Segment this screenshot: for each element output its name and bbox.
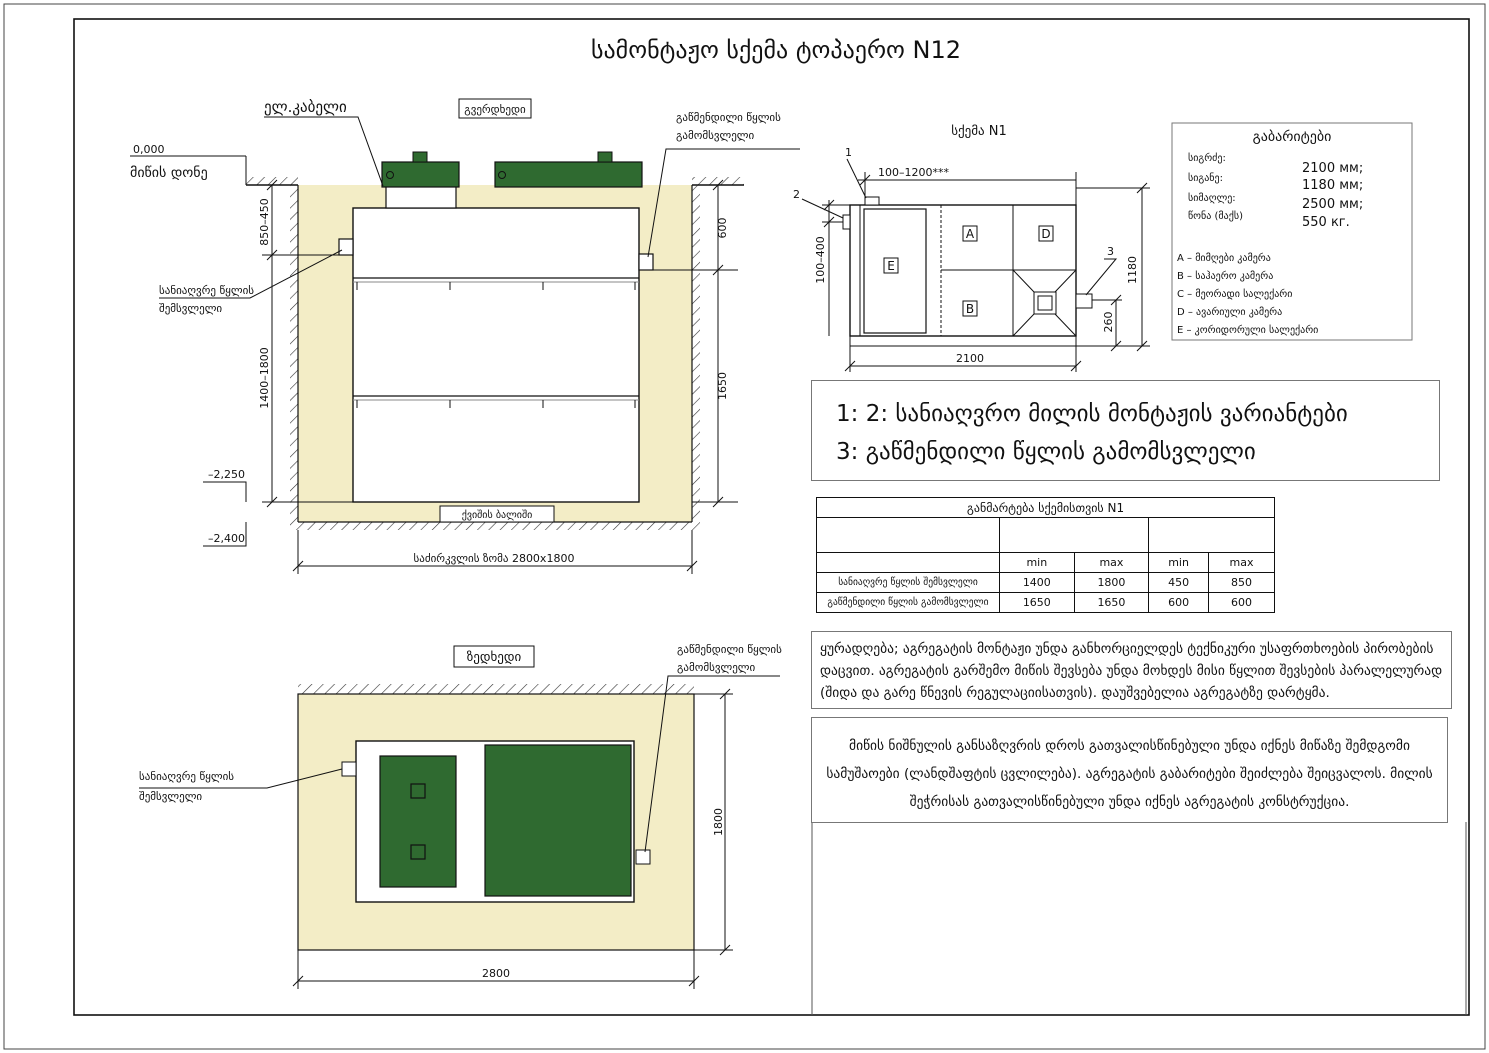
- warning-note: ყურადღება; აგრეგატის მონტაჟი უნდა განხორციელდეს ტექნიკური უსაფრთხოების პირობების დაცვით. აგრეგატის გარშემო მიწის შევსება უნდა მოხდეს მისი წყლით შევსების პარალელურად (შიდა და გარე წნევის რეგულაციისათვის). დაუშვებელია აგრეგატზე დარტყმა.: [811, 631, 1452, 709]
- inlet-label-2: შემსვლელი: [159, 302, 223, 315]
- scheme-pipe-2: [843, 215, 850, 229]
- top-view-label: ზედხედი: [466, 650, 522, 665]
- subheader-min-1: min: [1000, 553, 1075, 573]
- pit-wall-left: [290, 185, 298, 522]
- lid-right: [495, 162, 642, 187]
- scheme-n1-num: 1: [845, 146, 852, 159]
- legend-table: [816, 497, 1275, 613]
- top-dim-depth: 1800: [712, 808, 725, 836]
- dimensions-box: [1172, 123, 1412, 340]
- dim-inlet: 850–450: [258, 198, 271, 246]
- dim-row-width-label: სიგანე:: [1188, 173, 1223, 184]
- top-outlet-pipe: [636, 850, 650, 864]
- pit-wall-right: [692, 185, 700, 522]
- scheme-dim-top: 100–1200***: [878, 166, 949, 179]
- subheader-max-1: max: [1074, 553, 1149, 573]
- dim-row-width-value: 1180 мм;: [1302, 178, 1364, 193]
- dim-outlet-depth: 1650: [716, 372, 729, 400]
- dim-inlet-depth: 1400–1800: [258, 347, 271, 409]
- cell-e: E: [887, 259, 895, 273]
- top-lid-left: [380, 756, 456, 887]
- dim-row-weight-value: 550 кг.: [1302, 215, 1350, 230]
- ground-level-label: მიწის დონე: [130, 165, 208, 181]
- cell-d: D: [1041, 227, 1051, 241]
- dim-row-weight-label: წონა (მაქს): [1188, 211, 1243, 222]
- legend-b: B – საჰაერო კამერა: [1177, 271, 1274, 282]
- table-row: [817, 593, 1275, 613]
- subheader-min-2: min: [1149, 553, 1209, 573]
- page-title: სამონტაჟო სქემა ტოპაერო N12: [590, 36, 962, 64]
- scheme-label: სქემა N1: [951, 124, 1007, 139]
- legend-c: C – მეორადი სალექარი: [1177, 289, 1293, 300]
- scheme-dim-left: 100–400: [814, 236, 827, 284]
- legend-a: A – მიმღები კამერა: [1177, 253, 1271, 264]
- scheme-n2-num: 2: [793, 188, 800, 201]
- cell: 600: [1208, 593, 1274, 613]
- scheme-pipe-1: [865, 197, 879, 205]
- dim-row-height-label: სიმაღლე:: [1188, 193, 1236, 204]
- cell: 600: [1149, 593, 1209, 613]
- tank-body: [353, 208, 639, 502]
- ground-zero-label: 0,000: [133, 143, 165, 156]
- inlet-label-1: სანიაღვრე წყლის: [159, 284, 255, 297]
- top-outlet-label-1: გაწმენდილი წყლის: [677, 643, 782, 656]
- ground-note: მიწის ნიშნულის განსაზღვრის დროს გათვალისწინებული უნდა იქნეს მიწაზე შემდგომი სამუშაოები (ლანდშაფტის ცვლილება). აგრეგატის გაბარიტები შეიძლება შეიცვალოს. მილის შეჭრისას გათვალისწინებული უნდა იქნეს აგრეგატის კონსტრუქცია.: [811, 717, 1448, 823]
- dim-outlet: 600: [716, 217, 729, 239]
- table-title: განმარტება სქემისთვის N1: [817, 498, 1275, 518]
- top-lid-right: [485, 745, 631, 896]
- cell: 1650: [1074, 593, 1149, 613]
- inlet-pipe: [339, 239, 353, 255]
- level-2: –2,400: [208, 532, 245, 545]
- scheme-dim-bottom: 2100: [956, 352, 984, 365]
- dim-row-height-value: 2500 мм;: [1302, 197, 1364, 212]
- cell: 850: [1208, 573, 1274, 593]
- cell-a: A: [965, 227, 975, 241]
- row-label: სანიაღვრე წყლის შემსვლელი: [817, 573, 1000, 593]
- outlet-label-2: გამომსვლელი: [676, 129, 755, 142]
- subheader-max-2: max: [1208, 553, 1274, 573]
- outlet-label-1: გაწმენდილი წყლის: [676, 111, 781, 124]
- scheme-dim-right: 1180: [1126, 256, 1139, 284]
- top-inlet-label-1: სანიაღვრე წყლის: [139, 770, 235, 783]
- top-dim-width: 2800: [482, 967, 510, 980]
- cable-label: ელ.კაბელი: [264, 98, 347, 116]
- scheme-pipe-3: [1076, 294, 1092, 308]
- ground-hatch-right: [692, 177, 744, 185]
- row-label: გაწმენდილი წყლის გამომსვლელი: [817, 593, 1000, 613]
- pit-bottom: [290, 522, 700, 530]
- legend-d: D – ავარიული კამერა: [1177, 307, 1283, 318]
- side-view-label: გვერდხედი: [464, 103, 526, 116]
- cell: 1800: [1074, 573, 1149, 593]
- sand-label: ქვიშის ბალიში: [461, 510, 533, 521]
- outlet-pipe: [639, 254, 653, 270]
- tank-neck-left: [386, 185, 456, 208]
- cell: 1650: [1000, 593, 1075, 613]
- variants-line-2: 3: გაწმენდილი წყლის გამომსვლელი: [836, 439, 1256, 465]
- variants-box: [811, 380, 1440, 481]
- pit-size-label: საძირკვლის ზომა 2800x1800: [413, 552, 575, 565]
- scheme-dim-outlet: 260: [1102, 311, 1115, 333]
- scheme-n1: [793, 124, 1150, 372]
- table-row: [817, 573, 1275, 593]
- top-outlet-label-2: გამომსვლელი: [677, 661, 756, 674]
- variants-line-1: 1: 2: სანიაღვრო მილის მონტაჟის ვარიანტები: [836, 401, 1348, 427]
- level-1: –2,250: [208, 468, 245, 481]
- legend-e: E – კორიდორული სალექარი: [1177, 325, 1319, 336]
- top-hatch-top: [298, 684, 694, 694]
- scheme-base: [850, 336, 1076, 346]
- dim-row-length-label: სიგრძე:: [1188, 153, 1226, 164]
- top-inlet-label-2: შემსვლელი: [139, 790, 203, 803]
- ground-hatch-left: [246, 177, 298, 185]
- cell: 1400: [1000, 573, 1075, 593]
- cell: 450: [1149, 573, 1209, 593]
- dimensions-title: გაბარიტები: [1252, 129, 1332, 145]
- top-inlet-pipe: [342, 762, 356, 776]
- dim-row-length-value: 2100 мм;: [1302, 161, 1364, 176]
- cell-b: B: [965, 302, 975, 316]
- top-view: [139, 643, 782, 989]
- scheme-n3-num: 3: [1107, 245, 1114, 258]
- side-view: [130, 98, 800, 574]
